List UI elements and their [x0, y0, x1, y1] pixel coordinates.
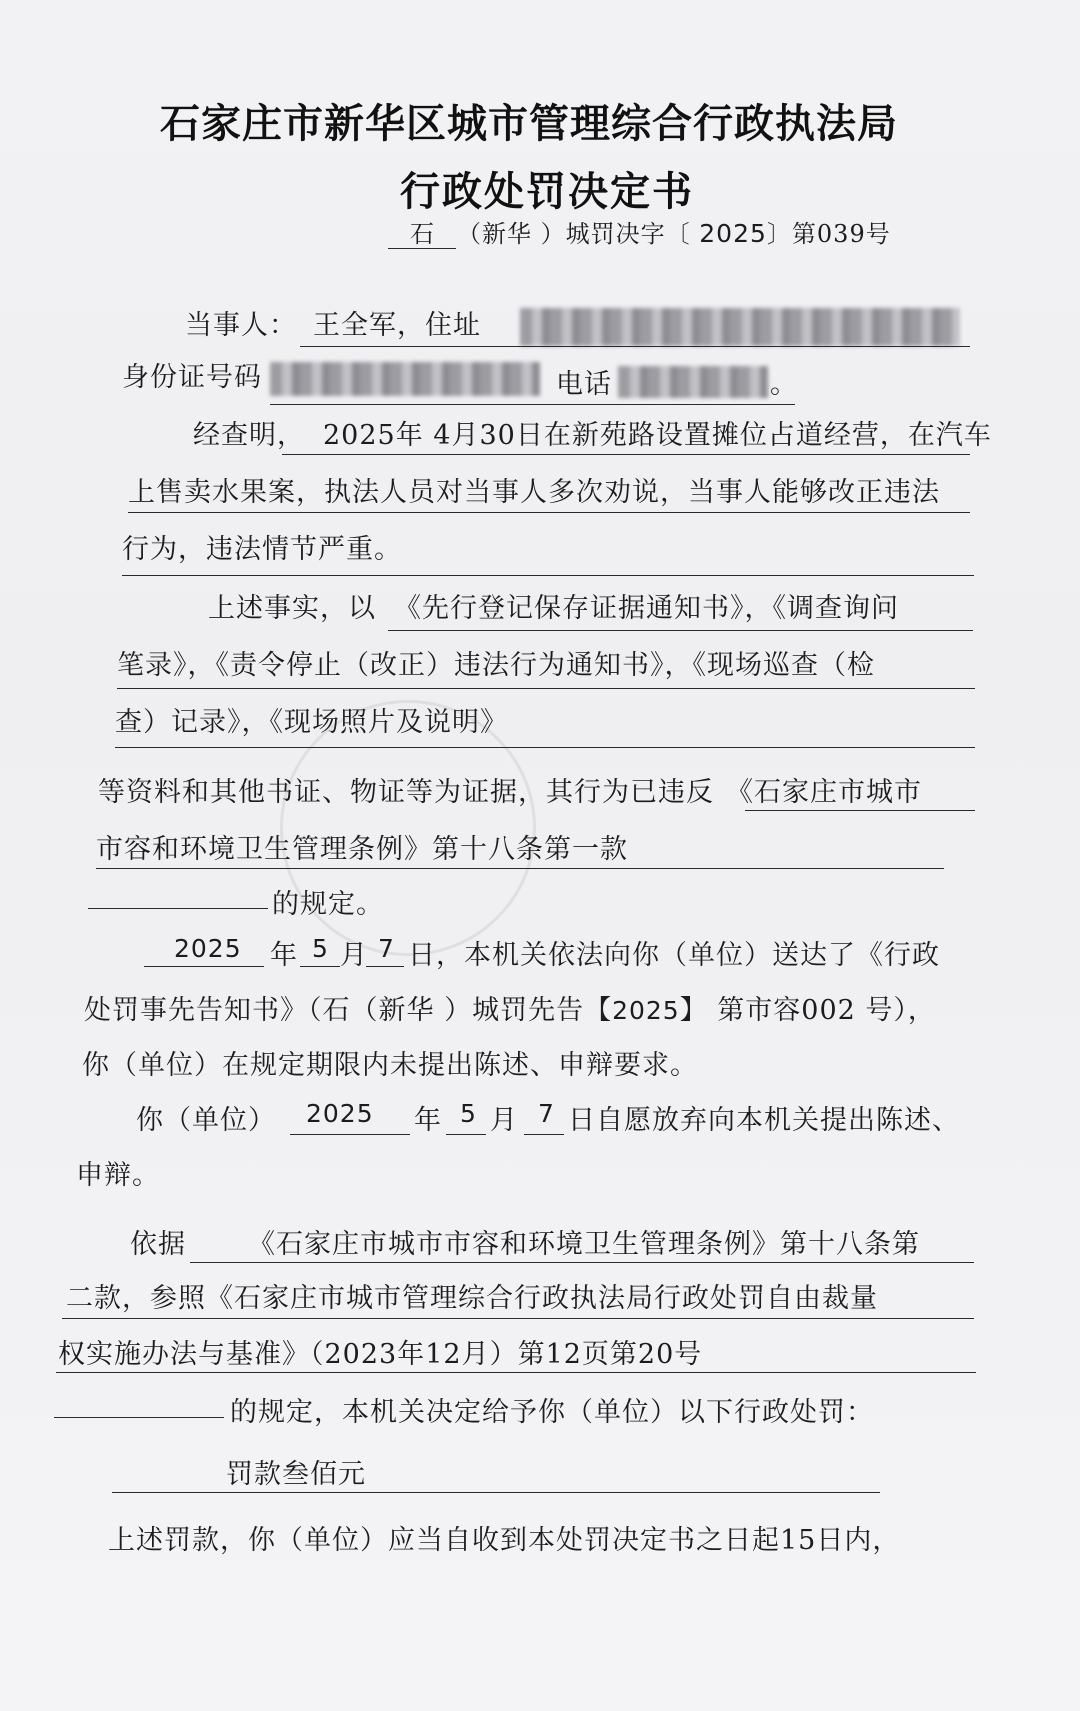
waiver-year-value: 2025 — [306, 1099, 374, 1128]
doc-number-suffix: 〕第039号 — [766, 220, 891, 248]
redacted-phone — [618, 366, 768, 398]
document-type-title: 行政处罚决定书 — [400, 169, 694, 215]
facts-text-1: 2025年 4月30日在新苑路设置摊位占道经营，在汽车 — [323, 420, 992, 451]
party-name-address: 王全军，住址 — [313, 310, 481, 341]
evidence-underline-5 — [96, 868, 944, 869]
waiver-day-underline — [524, 1134, 564, 1135]
notice-month-value: 5 — [312, 934, 329, 963]
waiver-year-underline — [290, 1134, 410, 1135]
party-underline — [300, 346, 970, 347]
evidence-underline-2 — [117, 688, 975, 689]
waiver-year — [306, 1098, 374, 1129]
waiver-month-label: 月 — [490, 1105, 518, 1136]
notice-text-2-year: 2025 — [612, 996, 680, 1025]
waiver-prefix: 你（单位） — [136, 1105, 276, 1136]
notice-month — [312, 933, 329, 964]
evidence-line-4 — [98, 770, 922, 809]
notice-line-2 — [84, 988, 936, 1027]
notice-year-underline — [144, 966, 264, 967]
basis-text-1: 《石家庄市城市市容和环境卫生管理条例》第十八条第 — [248, 1229, 920, 1260]
notice-month-underline — [300, 966, 340, 967]
facts-underline-2 — [128, 512, 970, 513]
payment-text-1: 上述罚款，你（单位）应当自收到本处罚决定书之日起15日内， — [108, 1525, 901, 1556]
redacted-address — [520, 308, 960, 346]
facts-text-2: 上售卖水果案，执法人员对当事人多次劝说，当事人能够改正违法 — [128, 477, 940, 508]
basis-prefix: 依据 — [130, 1229, 186, 1260]
waiver-year-label: 年 — [414, 1105, 442, 1136]
waiver-month-underline — [446, 1134, 486, 1135]
waiver-line-2: 申辩。 — [76, 1160, 160, 1191]
redacted-id-number — [270, 362, 540, 396]
penalty-text: 罚款叁佰元 — [226, 1459, 366, 1490]
facts-underline-3 — [122, 575, 974, 576]
waiver-day-label: 日自愿放弃向本机关提出陈述、 — [568, 1105, 960, 1136]
penalty-underline — [112, 1492, 880, 1493]
evidence-text-1: 《先行登记保存证据通知书》，《调查询问 — [394, 593, 899, 624]
evidence-prefix: 上述事实，以 — [208, 593, 376, 624]
basis-underline-1 — [190, 1262, 974, 1263]
document-number — [388, 214, 891, 249]
waiver-month — [460, 1098, 477, 1129]
notice-year: 2025 — [174, 934, 242, 963]
evidence-text-6: 的规定。 — [272, 889, 384, 920]
facts-underline-1 — [282, 454, 970, 455]
notice-day-label: 日，本机关依法向你（单位）送达了《行政 — [408, 940, 940, 971]
basis-underline-3 — [56, 1372, 976, 1373]
evidence-line-1 — [208, 586, 899, 625]
notice-day — [378, 933, 395, 964]
phone-end: 。 — [770, 369, 798, 400]
agency-title: 石家庄市新华区城市管理综合行政执法局 — [160, 101, 898, 147]
doc-number-underline — [388, 248, 456, 249]
basis-text-4: 的规定，本机关决定给予你（单位）以下行政处罚： — [230, 1397, 874, 1428]
facts-text-3: 行为，违法情节严重。 — [122, 534, 402, 565]
party-label: 当事人： — [185, 310, 297, 341]
evidence-text-3: 查）记录》，《现场照片及说明》 — [115, 707, 508, 738]
notice-text-2b: 】 第市容002 号）， — [679, 995, 936, 1026]
doc-number-district: （新华 ）城罚决字〔 — [457, 220, 691, 248]
doc-number-year: 2025 — [699, 219, 767, 248]
party-line — [185, 303, 481, 342]
facts-prefix: 经查明， — [193, 420, 305, 451]
notice-day-underline — [366, 966, 404, 967]
evidence-text-4: 《石家庄市城市 — [726, 777, 922, 808]
basis-text-3: 权实施办法与基准》（2023年12月）第12页第20号 — [58, 1339, 703, 1370]
basis-underline-2 — [62, 1318, 974, 1319]
phone-label: 电话 — [556, 369, 612, 400]
notice-text-3: 你（单位）在规定期限内未提出陈述、申辩要求。 — [82, 1050, 698, 1081]
notice-day-value: 7 — [378, 934, 395, 963]
notice-month-label: 月 — [340, 940, 368, 971]
id-phone-line — [122, 355, 262, 394]
waiver-day — [538, 1098, 555, 1129]
evidence-text-5: 市容和环境卫生管理条例》第十八条第一款 — [96, 834, 628, 865]
evidence-underline-1 — [388, 630, 973, 631]
evidence-underline-4 — [745, 810, 975, 811]
basis-blank-underline — [54, 1417, 224, 1418]
id-label: 身份证号码 — [122, 362, 262, 393]
evidence-text-2: 笔录》，《责令停止（改正）违法行为通知书》，《现场巡查（检 — [117, 650, 875, 681]
basis-text-2: 二款，参照《石家庄市城市管理综合行政执法局行政处罚自由裁量 — [66, 1283, 878, 1314]
notice-line-1 — [174, 933, 242, 964]
notice-text-2a: 处罚事先告知书》（石（新华 ）城罚先告【 — [84, 995, 613, 1026]
waiver-month-value: 5 — [460, 1099, 477, 1128]
evidence-underline-3 — [115, 747, 975, 748]
waiver-day-value: 7 — [538, 1099, 555, 1128]
evidence-blank-underline — [88, 908, 268, 909]
evidence-prefix-4: 等资料和其他书证、物证等为证据，其行为已违反 — [98, 777, 714, 808]
doc-number-prefix: 石 — [410, 220, 435, 248]
notice-year-label: 年 — [270, 940, 298, 971]
id-phone-underline — [270, 404, 795, 405]
facts-line-1 — [193, 413, 992, 452]
